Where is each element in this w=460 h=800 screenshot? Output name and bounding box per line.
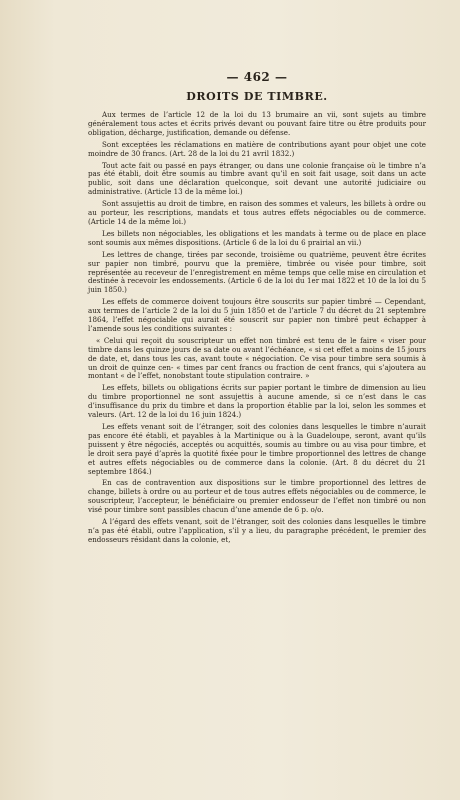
quoted-paragraph: « Celui qui reçoit du souscripteur un effet non timbré est tenu de le faire « viser pour timbre dans les quinze jours de sa date ou avant l’échéance, « si cet effet a moins de 15 jours de date, et, dans tous les cas, avant toute « négociation. Ce visa pour timbre sera soumis à un droit de quinze cen- « times par cent francs ou fraction de cent francs, qui s’ajoutera au montant « de l’effet, nonobstant toute stipulation contraire. » [88, 335, 426, 381]
paragraph-6: Les lettres de change, tirées par seconde, troisième ou quatrième, peuvent être écrites sur papier non timbré, pourvu que la première, timbrée ou visée pour timbre, soit représentée au receveur de l’enregistrement en même temps que celle mise en circulation et destinée à recevoir les endossements. (Article 6 de la loi du 1er mai 1822 et 10 de la loi du 5 juin 1850.) [88, 249, 426, 295]
document-body [88, 111, 426, 545]
paragraph-10: Les effets venant soit de l’étranger, soit des colonies dans lesquelles le timbre n’aurait pas encore été établi, et payables à la Martinique ou à la Guadeloupe, seront, avant qu’ils puissent y être négociés, acceptés ou acquittés, soumis au timbre ou au visa pour timbre, et le droit sera payé d’après la quotité fixée pour le timbre proportionnel des lettres de change et autres effets négociables ou de commerce dans la colonie. (Art. 8 du décret du 21 septembre 1864.) [88, 422, 426, 476]
page-number: — 462 — [226, 70, 288, 84]
paragraph-7: Les effets de commerce doivent toujours être souscrits sur papier timbré — Cependant, aux termes de l’article 2 de la loi du 5 juin 1850 et de l’article 7 du décret du 21 septembre 1864, l’effet négociable qui aurait été souscrit sur papier non timbré peut échapper à l’amende sous les conditions suivantes : [88, 297, 426, 333]
paragraph-5: Les billets non négociables, les obligations et les mandats à terme ou de place en place sont soumis aux mêmes dispositions. (Article 6 de la loi du 6 prairial an vii.) [88, 228, 426, 247]
paragraph-1: Aux termes de l’article 12 de la loi du 13 brumaire an vii, sont sujets au timbre généralement tous actes et écrits privés devant ou pouvant faire titre ou être produits pour obligation, décharge, justification, demande ou défense. [88, 110, 426, 137]
paragraph-2: Sont exceptées les réclamations en matière de contributions ayant pour objet une cote moindre de 30 francs. (Art. 28 de la loi du 21 avril 1832.) [88, 139, 426, 158]
paragraph-12: A l’égard des effets venant, soit de l’étranger, soit des colonies dans lesquelles le timbre n’a pas été établi, outre l’application, s’il y a lieu, du paragraphe précédent, le premier des endosseurs résidant dans la colonie, et, [88, 517, 426, 544]
paragraph-11: En cas de contravention aux dispositions sur le timbre proportionnel des lettres de change, billets à ordre ou au porteur et de tous autres effets négociables ou de commerce, le souscripteur, l’accepteur, le bénéficiaire ou premier endosseur de l’effet non timbré ou non visé pour timbre sont passibles chacun d’une amende de 6 p. o/o. [88, 478, 426, 515]
paragraph-3: Tout acte fait ou passé en pays étranger, ou dans une colonie française où le timbre n’a pas été établi, doit être soumis au timbre avant qu’il en soit fait usage, soit dans un acte public, soit dans une déclaration quelconque, soit devant une autorité judiciaire ou administrative. (Article 13 de la même loi.) [88, 160, 426, 197]
paragraph-9: Les effets, billets ou obligations écrits sur papier portant le timbre de dimension au lieu du timbre proportionnel ne sont assujettis à aucune amende, si ce n’est dans le cas d’insuffisance du prix du timbre et dans la proportion établie par la loi, selon les sommes et valeurs. (Art. 12 de la loi du 16 juin 1824.) [88, 383, 426, 420]
page-title: DROITS DE TIMBRE. [186, 90, 328, 103]
paragraph-4: Sont assujettis au droit de timbre, en raison des sommes et valeurs, les billets à ordre ou au porteur, les rescriptions, mandats et tous autres effets négociables ou de commerce. (Article 14 de la même loi.) [88, 199, 426, 226]
